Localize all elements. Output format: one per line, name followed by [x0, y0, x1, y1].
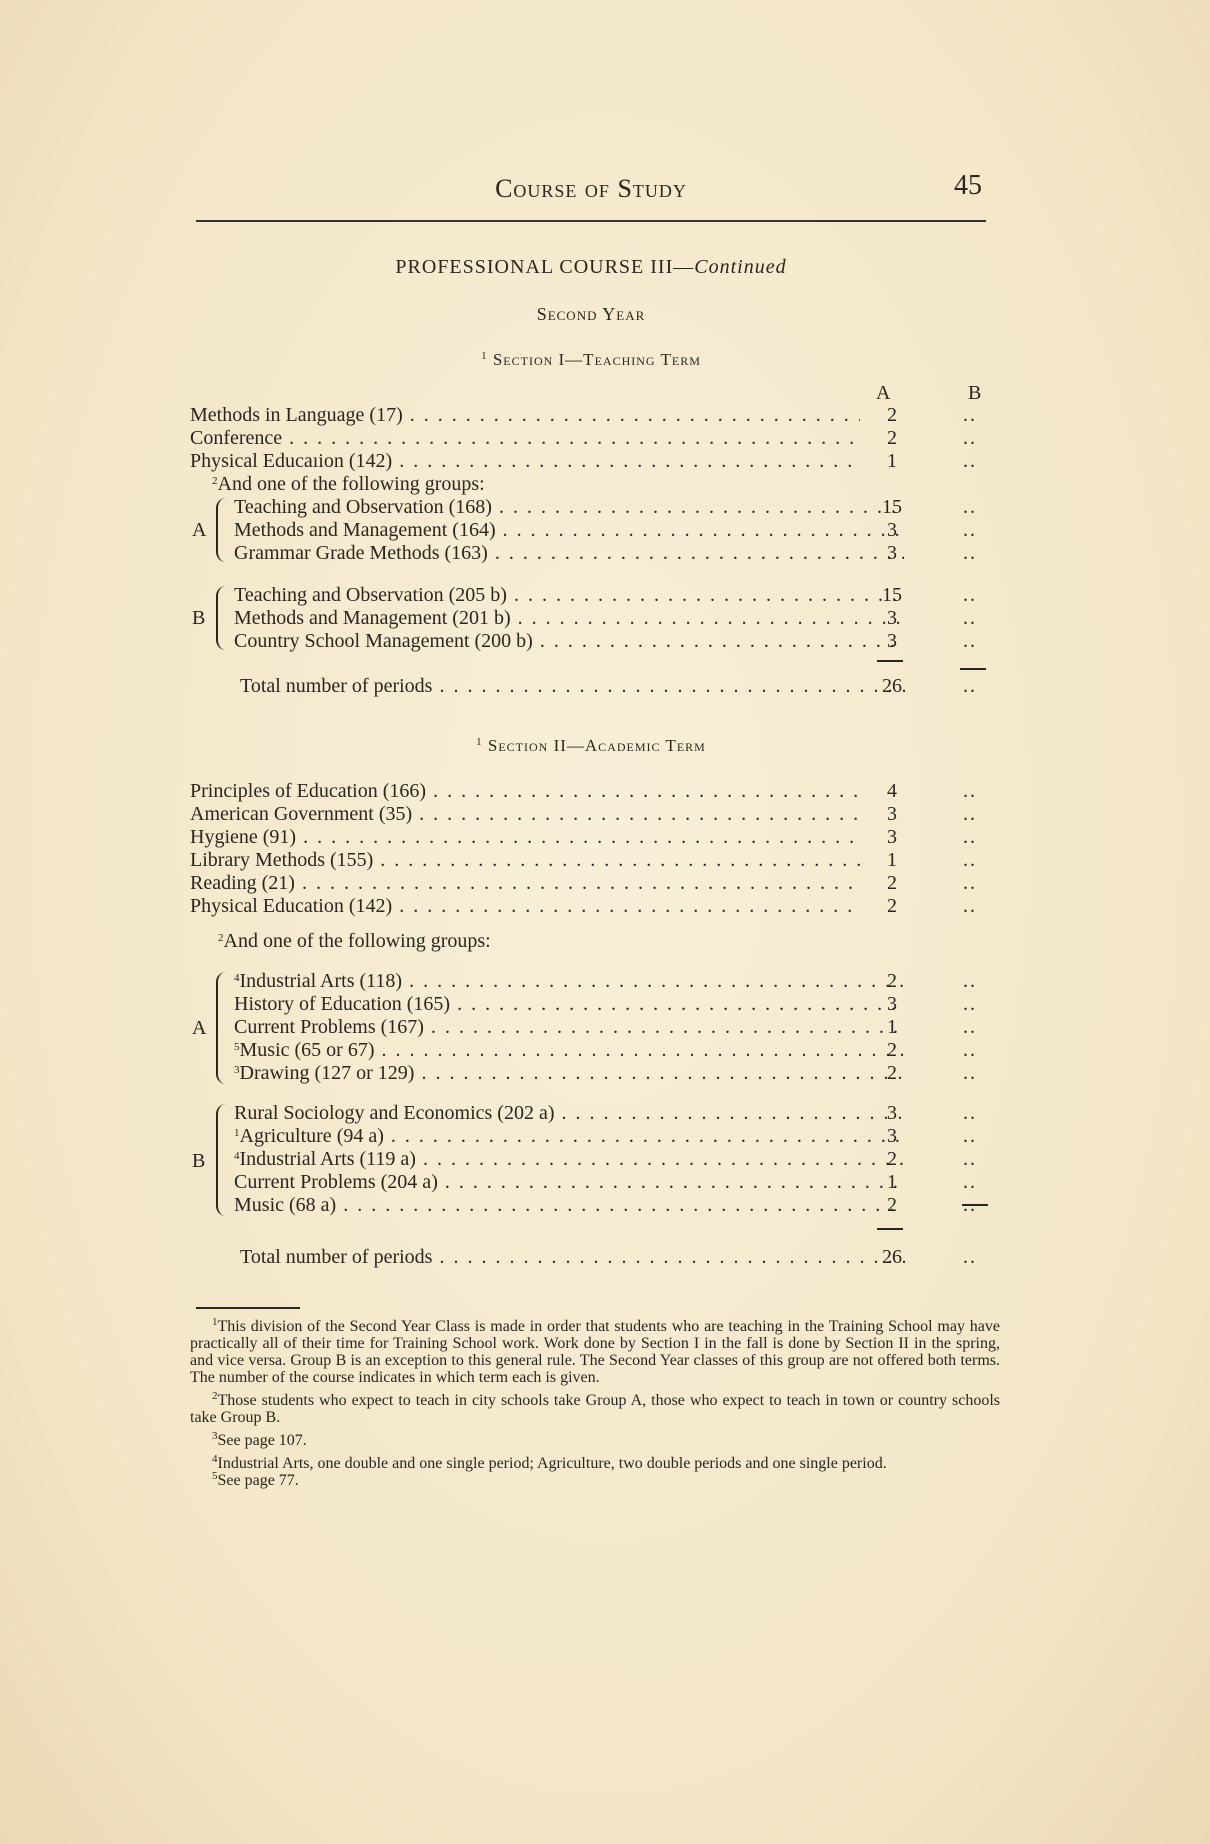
course-heading: PROFESSIONAL COURSE III—Continued: [395, 256, 787, 278]
course-row: $^1$Agriculture (94 a) . . . 3 ..: [190, 1125, 1010, 1147]
groups-note: $^2$And one of the following groups:: [212, 473, 485, 495]
group-a-label: A: [192, 1017, 207, 1039]
sum-rule: [960, 668, 986, 670]
group-b-label: B: [192, 607, 206, 629]
page-number: 45: [954, 170, 982, 201]
course-row: Physical Educaıion (142) . . . 1 ..: [190, 450, 1010, 472]
footnote-rule: [196, 1307, 300, 1309]
course-row: Physical Education (142) . . . 2 ..: [190, 895, 1010, 917]
sum-rule: [877, 660, 903, 662]
course-row: $^5$Music (65 or 67) . . . 2 ..: [190, 1039, 1010, 1061]
footnote: $^1$This division of the Second Year Class is made in order that students who are teaching in the Training School may have practically all of their time for Training School work. Work done by Section I in the fall is done by Section II in the spring, and vice versa. Group B is an exception to this general rule. The Second Year classes of this group are not offered both terms. The number of the course indicates in which term each is given.: [190, 1316, 1000, 1386]
course-row: Conference . . . 2 ..: [190, 427, 1010, 449]
course-row: Principles of Education (166) . . . 4 ..: [190, 780, 1010, 802]
course-row: Teaching and Observation (205 b) . . . 15 ..: [190, 584, 1010, 606]
section1-title: $^1$ Section I—Teaching Term: [481, 350, 701, 369]
section2-title: $^1$ Section II—Academic Term: [476, 736, 706, 755]
sum-rule: [877, 1228, 903, 1230]
sum-rule: [962, 1204, 988, 1206]
running-title: Course of Study: [495, 174, 687, 203]
course-row: Current Problems (204 a) . . . 1 ..: [190, 1171, 1010, 1193]
course-row: $^4$Industrial Arts (118) . . . 2 ..: [190, 970, 1010, 992]
year-heading: Second Year: [536, 304, 646, 324]
footnote: $^4$Industrial Arts, one double and one single period; Agriculture, two double periods and one single period.: [212, 1453, 887, 1472]
course-row: Hygiene (91) . . . 3 ..: [190, 826, 1010, 848]
course-row: Country School Management (200 b) . . . 3 ..: [190, 630, 1010, 652]
course-row: Grammar Grade Methods (163) . . . 3 ..: [190, 542, 1010, 564]
course-row: Methods and Management (164) . . . 3 ..: [190, 519, 1010, 541]
footnotes: [190, 1318, 1000, 1489]
course-row: American Government (35) . . . 3 ..: [190, 803, 1010, 825]
group-a-label: A: [192, 519, 207, 541]
course-row: Current Problems (167) . . . 1 ..: [190, 1016, 1010, 1038]
course-row: $^4$Industrial Arts (119 a) . . . 2 ..: [190, 1148, 1010, 1170]
running-header: [196, 170, 986, 222]
footnote: $^2$Those students who expect to teach in city schools take Group A, those who expect to teach in town or country schools take Group B.: [190, 1390, 1000, 1426]
course-row: Methods in Language (17) . . . 2 ..: [190, 404, 1010, 426]
total-row: Total number of periods . . . 26 ..: [190, 1246, 1010, 1268]
course-row: $^3$Drawing (127 or 129) . . . 2 ..: [190, 1062, 1010, 1084]
course-row: Rural Sociology and Economics (202 a) . . . 3 ..: [190, 1102, 1010, 1124]
column-a-header: A: [876, 382, 891, 404]
group-b-label: B: [192, 1150, 206, 1172]
footnote: $^5$See page 77.: [212, 1470, 299, 1489]
course-row: Music (68 a) . . . 2 ..: [190, 1194, 1010, 1216]
course-row: Library Methods (155) . . . 1 ..: [190, 849, 1010, 871]
course-row: Teaching and Observation (168) . . . 15 ..: [190, 496, 1010, 518]
course-row: Reading (21) . . . 2 ..: [190, 872, 1010, 894]
groups-note: $^2$And one of the following groups:: [218, 930, 491, 952]
course-row: History of Education (165) . . . 3 ..: [190, 993, 1010, 1015]
column-b-header: B: [968, 382, 982, 404]
course-row: Methods and Management (201 b) . . . 3 ..: [190, 607, 1010, 629]
total-row: Total number of periods . . . 26 ..: [190, 675, 1010, 697]
footnote: $^3$See page 107.: [212, 1430, 307, 1449]
